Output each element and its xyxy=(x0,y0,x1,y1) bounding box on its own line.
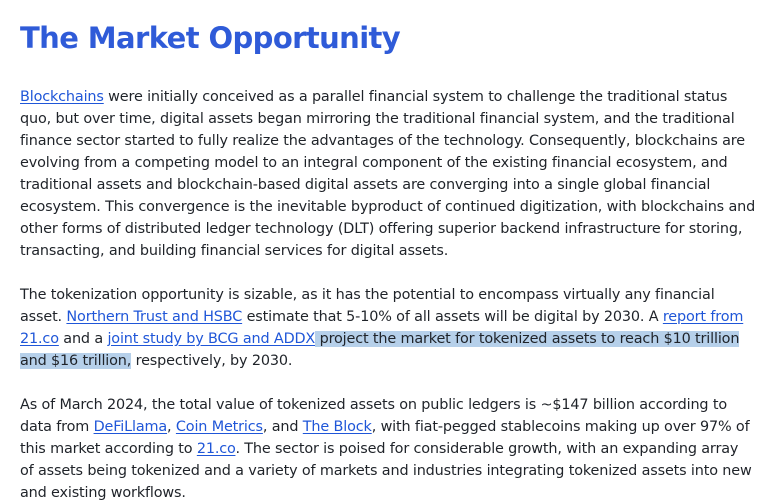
paragraph-2-text-3: and a xyxy=(58,331,108,347)
link-coin-metrics[interactable]: Coin Metrics xyxy=(175,419,263,435)
paragraph-3-text-1: As of March 2024, the total value of tokenized assets on public ledgers is ~$147 billion according to data from xyxy=(20,397,727,435)
paragraph-3-text-5: . The sector is poised for considerable growth, with an expanding array of assets being tokenized and a variety of markets and industries integrating tokenized assets into new and existing workflows. xyxy=(20,441,752,501)
link-defillama[interactable]: DeFiLlama xyxy=(93,419,168,435)
link-bcg-addx-study[interactable]: joint study by BCG and ADDX xyxy=(107,331,316,347)
paragraph-2-text-4: respectively, by 2030. xyxy=(131,353,293,369)
paragraph-3-text-3: , and xyxy=(262,419,303,435)
page-title: The Market Opportunity xyxy=(20,21,401,55)
link-blockchains[interactable]: Blockchains xyxy=(20,89,104,105)
link-northern-trust-hsbc[interactable]: Northern Trust and HSBC xyxy=(66,309,243,325)
paragraph-1-text: were initially conceived as a parallel financial system to challenge the traditional status quo, but over time, digital assets began mirroring the traditional financial system, and the traditional finance sector started to fully realize the advantages of the technology. Consequently, blockchains are evolving from a competing model to an integral component of the existing financial ecosystem, and traditional assets and blockchain-based digital assets are converging into a single global financial ecosystem. This convergence is the inevitable byproduct of continued digitization, with blockchains and other forms of distributed ledger technology (DLT) offering superior backend infrastructure for storing, transacting, and building financial services for digital assets. xyxy=(20,89,756,259)
paragraph-2-text-2: estimate that 5-10% of all assets will be digital by 2030. A xyxy=(242,309,663,325)
highlighted-text: project the market for tokenized assets to reach $10 trillion and $16 trillion, xyxy=(20,331,740,369)
link-21co[interactable]: 21.co xyxy=(196,441,236,457)
link-report-21co[interactable]: report from 21.co xyxy=(20,309,744,347)
paragraph-3-text-2: , xyxy=(167,419,176,435)
paragraph-2-text-1: The tokenization opportunity is sizable, as it has the potential to encompass virtually any financial asset. xyxy=(20,287,715,325)
paragraph-2 xyxy=(20,284,756,372)
paragraph-3 xyxy=(20,394,756,504)
paragraph-1 xyxy=(20,86,756,262)
link-the-block[interactable]: The Block xyxy=(302,419,372,435)
paragraph-3-text-4: , with fiat-pegged stablecoins making up over 97% of this market according to xyxy=(20,419,750,457)
